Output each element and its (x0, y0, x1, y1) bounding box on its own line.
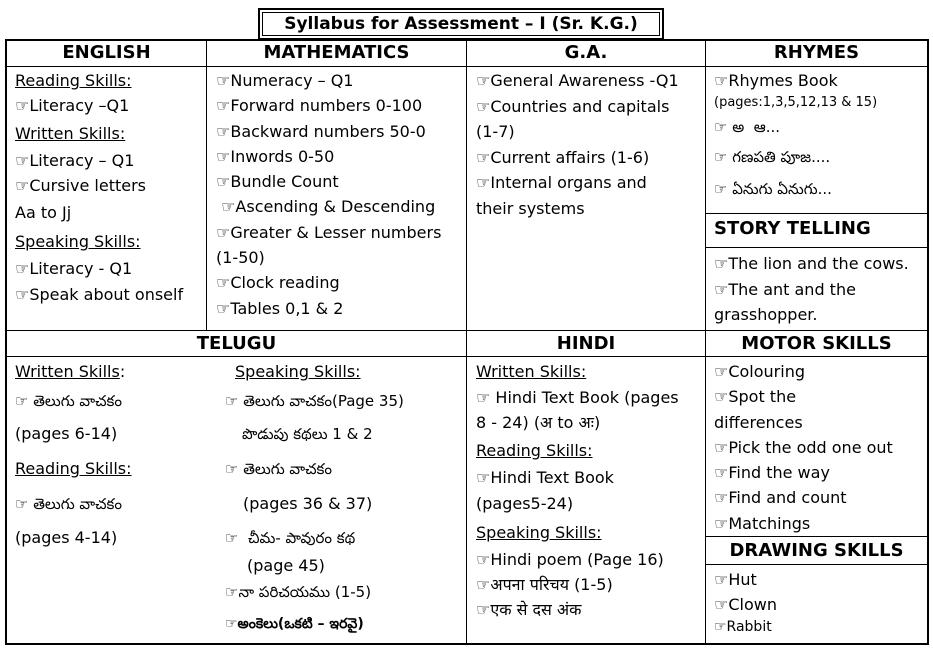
telugu-speaking-item: ☞ తెలుగు వాచకం(Page 35) (225, 392, 404, 410)
motor-item: ☞Find and count (714, 488, 847, 508)
telugu-speaking-column (225, 359, 465, 641)
hindi-cell (476, 359, 704, 622)
drawing-header-divider (705, 564, 929, 565)
title-box (258, 8, 664, 40)
header-story-telling: STORY TELLING (714, 218, 871, 239)
header-ga: G.A. (564, 42, 608, 63)
motor-drawing-divider (705, 536, 929, 537)
rhymes-cell (714, 68, 926, 206)
header-rhymes: RHYMES (773, 42, 860, 63)
row-divider-middle (5, 330, 929, 331)
header-telugu: TELUGU (196, 333, 277, 354)
math-item: ☞Ascending & Descending (216, 197, 436, 217)
math-item: ☞Clock reading (216, 273, 340, 293)
motor-item: ☞Spot the (714, 387, 797, 407)
hindi-speaking-item: ☞Hindi poem (Page 16) (476, 550, 664, 569)
english-reading-item: ☞Literacy –Q1 (15, 96, 130, 115)
ga-item: ☞Countries and capitals (476, 96, 670, 116)
hindi-reading-heading: Reading Skills: (476, 441, 593, 460)
telugu-written-item: ☞ తెలుగు వాచకం (15, 392, 122, 410)
telugu-speaking-item: ☞ తెలుగు వాచకం (225, 460, 332, 478)
drawing-item: ☞Rabbit (714, 619, 772, 635)
drawing-item: ☞Clown (714, 595, 777, 614)
rhymes-story-divider (705, 213, 929, 214)
english-speaking-item: ☞Literacy - Q1 (15, 259, 133, 278)
telugu-written-heading: Written Skills (15, 362, 120, 381)
telugu-speaking-item: ☞ చీమ- పావురం కథ (225, 529, 356, 547)
math-item: (1-50) (216, 248, 265, 268)
telugu-reading-item: ☞ తెలుగు వాచకం (15, 495, 122, 513)
telugu-speaking-item: (page 45) (247, 556, 325, 575)
table-border-bottom (5, 643, 929, 645)
motor-item: ☞Pick the odd one out (714, 437, 893, 457)
math-item: ☞Tables 0,1 & 2 (216, 298, 344, 318)
math-item: ☞Numeracy – Q1 (216, 71, 354, 90)
ga-cell (476, 68, 704, 221)
story-header-divider (705, 247, 929, 248)
math-item: ☞Forward numbers 0-100 (216, 96, 423, 116)
english-written-item: ☞Literacy – Q1 (15, 151, 135, 170)
telugu-speaking-item: (pages 36 & 37) (243, 494, 373, 513)
telugu-speaking-item: పొడుపు కథలు 1 & 2 (242, 425, 373, 443)
math-item: ☞Bundle Count (216, 172, 339, 192)
motor-cell (714, 359, 926, 536)
english-reading-heading: Reading Skills: (15, 71, 132, 90)
telugu-written-heading-row (15, 359, 220, 385)
drawing-item: ☞Hut (714, 570, 757, 589)
ga-item: their systems (476, 198, 585, 218)
hindi-speaking-heading: Speaking Skills: (476, 523, 602, 542)
drawing-cell (714, 567, 926, 637)
english-speaking-heading: Speaking Skills: (15, 232, 141, 251)
col-divider-1 (206, 39, 207, 331)
math-item: ☞Greater & Lesser numbers (216, 222, 442, 242)
header-row-divider (5, 66, 929, 67)
hindi-written-item: ☞ Hindi Text Book (pages (476, 388, 679, 407)
english-written-heading: Written Skills: (15, 124, 126, 143)
english-written-item: Aa to Jj (15, 203, 72, 222)
mathematics-cell (216, 68, 464, 321)
motor-item: ☞Matchings (714, 513, 811, 533)
ga-item: ☞General Awareness -Q1 (476, 71, 679, 90)
telugu-written-colon: : (119, 362, 126, 381)
english-speaking-item: ☞Speak about onself (15, 285, 184, 304)
table-border-top (5, 39, 929, 41)
motor-item: differences (714, 412, 803, 432)
hindi-reading-item: ☞Hindi Text Book (476, 468, 614, 487)
english-cell (15, 70, 205, 309)
story-item: ☞The lion and the cows. (714, 254, 909, 273)
header-mathematics: MATHEMATICS (263, 42, 410, 63)
math-item: ☞Inwords 0-50 (216, 146, 335, 166)
motor-item: ☞Colouring (714, 362, 805, 381)
hindi-speaking-item: ☞एक से दस अंक (476, 600, 582, 619)
hindi-written-heading: Written Skills: (476, 362, 587, 381)
ga-item: (1-7) (476, 122, 515, 141)
rhymes-pages: (pages:1,3,5,12,13 & 15) (714, 95, 878, 110)
telugu-written-column (15, 359, 220, 555)
telugu-speaking-item: ☞నా పరిచయము (1-5) (225, 583, 372, 601)
header-drawing-skills: DRAWING SKILLS (729, 540, 904, 561)
telugu-reading-item: (pages 4-14) (15, 528, 118, 547)
rhyme-item: ☞ అ ఆ... (714, 118, 781, 136)
telugu-reading-heading: Reading Skills: (15, 459, 132, 478)
telugu-speaking-item: ☞అంకెలు(ఒకటి – ఇరవై) (225, 616, 364, 632)
page-title: Syllabus for Assessment – I (Sr. K.G.) (262, 12, 660, 36)
header-hindi: HINDI (556, 333, 616, 354)
header-row-divider-2 (5, 356, 929, 357)
story-cell (714, 251, 926, 328)
motor-item: ☞Find the way (714, 463, 830, 483)
ga-item: ☞Internal organs and (476, 173, 647, 192)
rhyme-item: ☞ ఏనుగు ఏనుగు... (714, 180, 832, 198)
header-english: ENGLISH (62, 42, 151, 63)
story-item: grasshopper. (714, 305, 818, 324)
header-motor-skills: MOTOR SKILLS (741, 333, 892, 354)
math-item: ☞Backward numbers 50-0 (216, 121, 426, 141)
english-written-item: ☞Cursive letters (15, 176, 147, 195)
ga-item: ☞Current affairs (1-6) (476, 147, 650, 167)
hindi-reading-item: (pages5-24) (476, 494, 574, 513)
rhyme-item: ☞ గణపతి పూజ.... (714, 148, 831, 166)
rhymes-book: ☞Rhymes Book (714, 71, 838, 90)
telugu-speaking-heading: Speaking Skills: (235, 362, 361, 381)
hindi-speaking-item: ☞अपना परिचय (1-5) (476, 575, 613, 594)
table-border-right (927, 39, 929, 645)
hindi-written-item: 8 - 24) (अ to अः) (476, 413, 601, 432)
story-item: ☞The ant and the (714, 279, 856, 299)
telugu-written-item: (pages 6-14) (15, 424, 118, 443)
